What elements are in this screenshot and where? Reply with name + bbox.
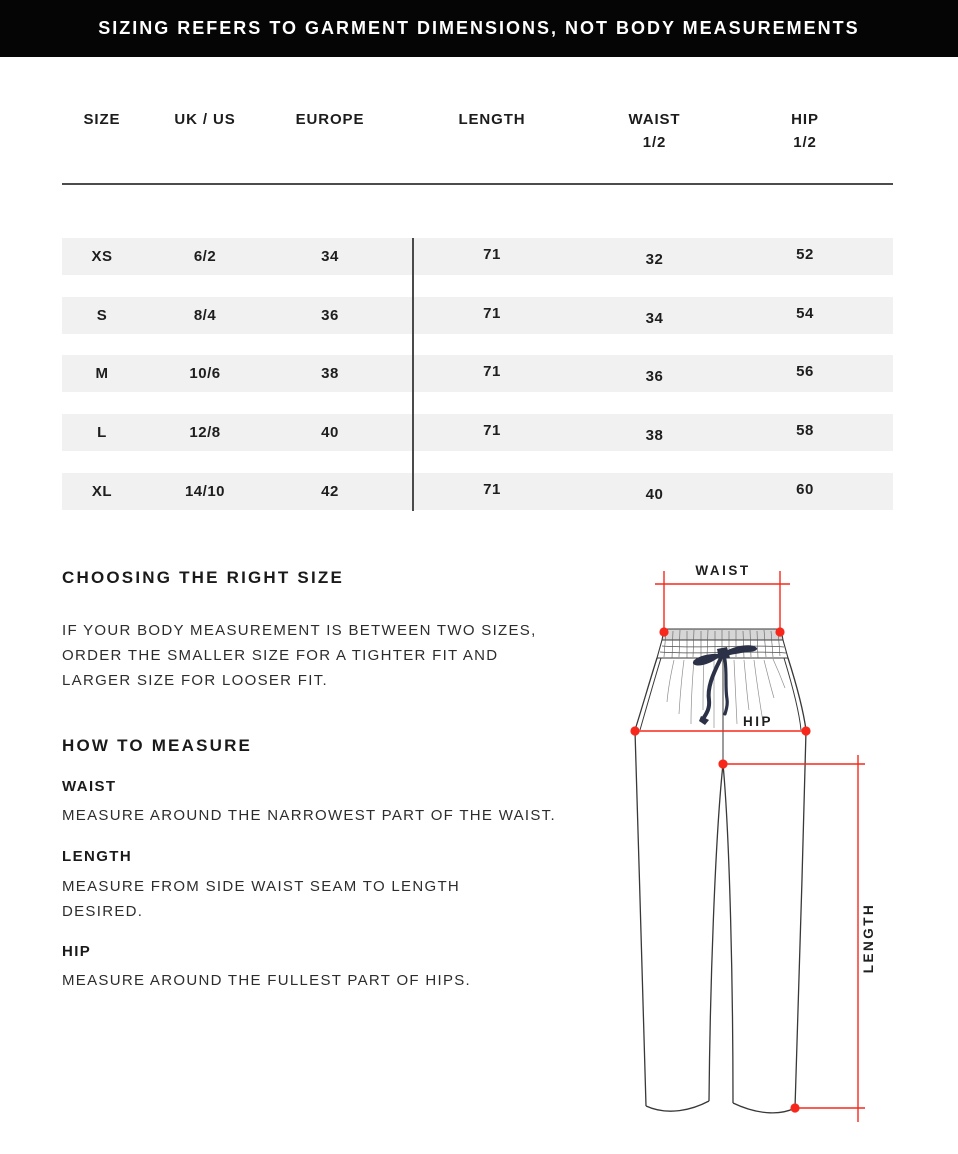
column-header-uk-us: UK / US	[174, 111, 236, 128]
column-header-waist: WAIST 1/2	[628, 111, 681, 151]
cell-uk-us: 6/2	[193, 248, 217, 265]
waist-dimension	[655, 563, 790, 637]
text-line: DESIRED.	[62, 903, 144, 920]
pants-outline	[635, 658, 806, 1113]
table-row	[62, 414, 893, 451]
cell-size: XS	[91, 248, 113, 265]
cell-waist: 32	[645, 251, 664, 268]
length-dimension	[718, 755, 876, 1122]
text-line: MEASURE AROUND THE NARROWEST PART OF THE WAIST.	[62, 807, 556, 824]
measure-item-label-waist: WAIST	[62, 778, 117, 795]
table-row	[62, 238, 893, 275]
cell-waist: 36	[645, 368, 664, 385]
waist-marker-dot	[659, 627, 668, 636]
measure-item-label-length: LENGTH	[62, 848, 133, 865]
how-to-measure-title: HOW TO MEASURE	[62, 736, 253, 755]
crotch-marker-dot	[718, 759, 727, 768]
table-row	[62, 473, 893, 510]
column-header-europe: EUROPE	[295, 111, 365, 128]
pants-diagram	[598, 550, 958, 1154]
cell-length: 71	[483, 246, 501, 263]
cell-hip: 60	[796, 481, 814, 498]
cell-europe: 34	[321, 248, 339, 265]
cell-waist: 34	[645, 310, 664, 327]
cell-length: 71	[483, 363, 501, 380]
text-line: MEASURE FROM SIDE WAIST SEAM TO LENGTH	[62, 878, 461, 895]
cell-europe: 40	[321, 424, 339, 441]
choosing-size-title: CHOOSING THE RIGHT SIZE	[62, 568, 345, 587]
cell-length: 71	[483, 422, 501, 439]
cell-length: 71	[483, 481, 501, 498]
hip-dimension	[630, 714, 810, 736]
size-table-header	[62, 112, 893, 151]
cell-uk-us: 8/4	[193, 307, 217, 324]
cell-waist: 38	[645, 427, 664, 444]
measure-item-text-hip	[62, 968, 471, 993]
table-row	[62, 297, 893, 334]
text-line: IF YOUR BODY MEASUREMENT IS BETWEEN TWO SIZES,	[62, 622, 537, 639]
hip-marker-dot	[630, 726, 639, 735]
cell-hip: 56	[796, 363, 814, 380]
table-column-divider	[412, 238, 414, 511]
choosing-size-text	[62, 618, 537, 693]
waist-marker-dot	[775, 627, 784, 636]
column-header-length: LENGTH	[458, 111, 526, 128]
measure-item-text-waist	[62, 803, 556, 828]
sizing-disclaimer-banner	[0, 0, 958, 57]
cell-europe: 38	[321, 365, 339, 382]
text-line: LARGER SIZE FOR LOOSER FIT.	[62, 672, 328, 689]
table-row	[62, 355, 893, 392]
cell-hip: 54	[796, 305, 814, 322]
cell-size: S	[96, 307, 108, 324]
measure-item-text-length	[62, 874, 460, 924]
cell-size: L	[97, 424, 107, 441]
cell-uk-us: 12/8	[189, 424, 221, 441]
measure-item-label-hip: HIP	[62, 943, 92, 960]
cell-europe: 42	[321, 483, 339, 500]
cell-hip: 58	[796, 422, 814, 439]
text-line: MEASURE AROUND THE FULLEST PART OF HIPS.	[62, 972, 472, 989]
cell-hip: 52	[796, 246, 814, 263]
length-dimension-label: LENGTH	[861, 902, 876, 974]
cell-uk-us: 14/10	[184, 483, 226, 500]
waist-dimension-label: WAIST	[695, 563, 751, 578]
hip-marker-dot	[801, 726, 810, 735]
cell-europe: 36	[321, 307, 339, 324]
header-rule	[62, 183, 893, 185]
text-line: ORDER THE SMALLER SIZE FOR A TIGHTER FIT AND	[62, 647, 499, 664]
cell-length: 71	[483, 305, 501, 322]
cell-uk-us: 10/6	[189, 365, 221, 382]
hip-dimension-label: HIP	[742, 714, 774, 729]
column-header-size: SIZE	[83, 111, 121, 128]
cell-size: XL	[91, 483, 113, 500]
column-header-hip: HIP 1/2	[791, 111, 819, 151]
sizing-disclaimer-text: SIZING REFERS TO GARMENT DIMENSIONS, NOT BODY MEASUREMENTS	[98, 18, 860, 38]
cell-waist: 40	[645, 486, 664, 503]
cell-size: M	[95, 365, 109, 382]
hem-marker-dot	[790, 1103, 799, 1112]
